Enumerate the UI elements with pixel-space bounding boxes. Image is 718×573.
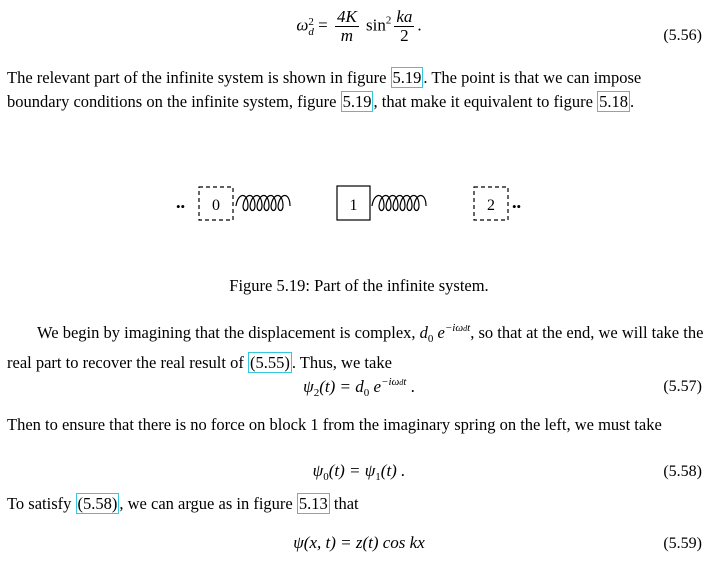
- figure-caption: Figure 5.19: Part of the infinite system.: [229, 276, 489, 295]
- figure-link[interactable]: 5.18: [599, 92, 628, 111]
- figure-link[interactable]: 5.19: [342, 92, 372, 111]
- figure-link[interactable]: 5.19: [392, 68, 422, 87]
- paragraph-no-force: Then to ensure that there is no force on block 1 from the imaginary spring on the left, we must take: [7, 415, 662, 434]
- equation-5-57: $\psi_2(t) = d_0$ $e^{-i\omega dt}$ .: [303, 376, 415, 399]
- equation-5-59: ψ(x, t) = z(t) cos kx: [293, 533, 425, 552]
- ellipsis-left: ••: [176, 199, 186, 214]
- equation-link[interactable]: (5.58): [77, 494, 118, 513]
- spring-left: [236, 196, 290, 211]
- paragraph-complex-displacement: We begin by imagining that the displacement is complex, $d_0$ $e^{-i\omega dt}$, so that at the end, we will take the real part to recover the real result of (5.55) . Thus, we take: [7, 322, 704, 372]
- equation-5-58: $\psi_0(t) = \psi_1(t)$ .: [312, 461, 406, 483]
- block-1-label: 1: [349, 197, 358, 214]
- figure-link[interactable]: 5.13: [298, 494, 328, 513]
- block-2-label: 2: [487, 197, 495, 214]
- paragraph-satisfy: To satisfy (5.58) , we can argue as in figure 5.13 that: [7, 494, 359, 513]
- spring-right: [372, 196, 426, 211]
- equation-number: (5.58): [663, 463, 702, 480]
- equation-link[interactable]: (5.55): [249, 353, 290, 372]
- equation-number: (5.59): [663, 535, 702, 552]
- fraction-ka-over-2: $\frac{ka}{2}$: [396, 7, 413, 45]
- equation-5-56: ω 2 d = $\frac{4K}{m}$ $\sin^2$ $\frac{ka}{2}$ .: [296, 7, 422, 45]
- paragraph-intro: The relevant part of the infinite system is shown in figure 5.19 . The point is that we can impose boundary conditions on the infinite system, figure 5.19 , that make it equivalent to figure 5.18 .: [7, 68, 642, 111]
- fraction-4k-over-m: $\frac{4K}{m}$: [336, 7, 357, 45]
- ellipsis-right: ••: [512, 199, 522, 214]
- equation-number: (5.57): [663, 378, 702, 395]
- block-0-label: 0: [212, 197, 220, 214]
- equation-number: (5.56): [663, 27, 702, 44]
- figure-spring-blocks: [0, 176, 718, 236]
